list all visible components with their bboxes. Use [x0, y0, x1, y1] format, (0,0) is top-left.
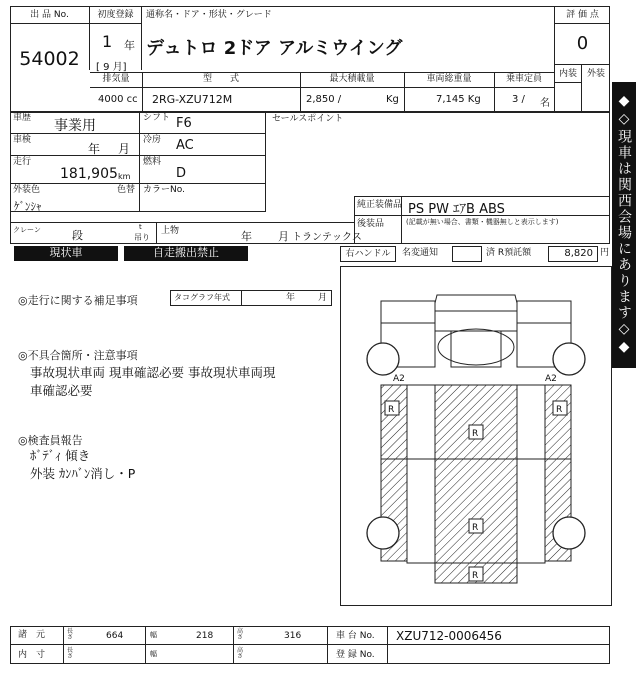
- displacement-label: 排気量: [102, 74, 130, 84]
- location-banner: [612, 82, 636, 368]
- width-value: 218: [196, 631, 214, 641]
- shift-value: F6: [176, 116, 192, 131]
- displacement-value: 4000 cc: [98, 94, 138, 105]
- defect-label: ◎不具合箇所・注意事項: [18, 349, 138, 362]
- ext-color-label: 外装色: [13, 185, 41, 195]
- chassis-label: 車 台 No.: [336, 631, 375, 641]
- no-self-drive-button: 自走搬出禁止: [124, 246, 248, 261]
- ext-color-value: ｹﾞﾝｼｬ: [14, 200, 42, 213]
- inspection-month: 月: [118, 142, 131, 156]
- footer-col-4: [234, 626, 328, 664]
- location-banner-text: ◆◇現車は関西会場にあります◇◆: [616, 93, 632, 357]
- name-change-notice: 名変通知: [402, 248, 439, 258]
- maxload-value: 2,850 /: [306, 94, 342, 105]
- svg-text:R: R: [556, 405, 563, 415]
- grade-label: 評 価 点: [554, 6, 610, 24]
- mark-r-top-center: [469, 425, 483, 439]
- retrofit-label: 後装品: [357, 219, 385, 229]
- ac-value: AC: [176, 138, 194, 153]
- info-row-4: [10, 184, 266, 212]
- spec-div-1: [142, 72, 143, 112]
- inspection-label: 車検: [13, 135, 32, 145]
- info-row-3: [10, 156, 266, 184]
- name-change-box: [452, 246, 482, 262]
- model-value: 2RG-XZU712M: [152, 93, 233, 106]
- tacho-month: 月: [318, 293, 328, 303]
- lift-maker: トランテックス: [292, 232, 362, 243]
- interior-length-label: 長さ: [67, 647, 74, 660]
- interior-height-label: 高さ: [237, 647, 244, 660]
- capacity-label: 乗車定員: [505, 74, 542, 84]
- lift-year: 年: [241, 230, 252, 243]
- truck-diagram-svg: [341, 267, 611, 605]
- first-reg-year: 1: [102, 32, 113, 51]
- interior-grade-box: [554, 82, 582, 112]
- inspection-year: 年: [88, 142, 101, 156]
- spec-div-4: [494, 72, 495, 112]
- dims-label: 諸 元: [18, 630, 46, 640]
- history-label: 車歴: [13, 113, 32, 123]
- interior-grade-label: 内装: [554, 64, 582, 82]
- capacity-value: 3 /: [512, 94, 525, 105]
- damage-diagram: [340, 266, 612, 606]
- fuel-label: 燃料: [143, 157, 162, 167]
- model-label: 型 式: [202, 74, 239, 84]
- first-reg-month: [ 9 月]: [96, 62, 127, 73]
- footer-col-3: [146, 626, 234, 664]
- tacho-label: タコグラフ年式: [174, 293, 230, 302]
- crane-hook: 吊り: [134, 233, 150, 242]
- crane-stage: 段: [72, 229, 83, 242]
- mark-r-right: [553, 401, 567, 415]
- crane-label: クレーン: [13, 226, 41, 234]
- equip-value: PS PW ｴｱB ABS: [408, 202, 505, 217]
- footer-col-2: [64, 626, 146, 664]
- mileage-value: 181,905: [60, 166, 118, 182]
- shift-label: シフト: [143, 113, 171, 123]
- current-car-button: 現状車: [14, 246, 118, 261]
- capacity-unit: 名: [540, 98, 550, 109]
- car-name-label: 通称名・ドア・形状・グレード: [146, 10, 272, 20]
- width-label: 幅: [150, 631, 157, 639]
- lot-number: 54002: [10, 24, 90, 70]
- maxload-label: 最大積載量: [329, 74, 375, 84]
- inspector-label: ◎検査員報告: [18, 434, 83, 447]
- crane-div: [156, 222, 157, 244]
- interior-width-label: 幅: [150, 650, 157, 658]
- height-value: 316: [284, 631, 302, 641]
- mark-a2-right: A2: [545, 374, 557, 384]
- gvw-value: 7,145 Kg: [436, 94, 481, 105]
- inspector-line-2: 外装 ｶﾝﾊﾞﾝ消し・P: [30, 466, 136, 481]
- inspector-line-1: ﾎﾞﾃﾞｨ 傾き: [30, 448, 91, 463]
- color-no-label: カラーNo.: [143, 185, 185, 195]
- defect-line-2: 車確認必要: [30, 383, 93, 398]
- svg-text:R: R: [472, 429, 479, 439]
- height-label: 高さ: [237, 628, 244, 641]
- spec-div-2: [300, 72, 301, 112]
- recycle-label: 済 R預託額: [486, 248, 532, 258]
- exterior-grade-label: 外装: [582, 64, 610, 82]
- grade-value: 0: [554, 24, 610, 64]
- ac-label: 冷房: [143, 135, 162, 145]
- svg-text:R: R: [472, 571, 479, 581]
- svg-text:R: R: [472, 523, 479, 533]
- maxload-unit: Kg: [386, 94, 399, 105]
- drive-notes-label: ◎走行に関する補足事項: [18, 294, 138, 307]
- svg-text:R: R: [388, 405, 395, 415]
- first-reg-label: 初度登録: [90, 6, 142, 24]
- fuel-value: D: [176, 166, 187, 181]
- right-hand-drive: 右ハンドル: [340, 246, 396, 262]
- mileage-label: 走行: [13, 157, 32, 167]
- lot-label: 出 品 No.: [10, 6, 90, 24]
- first-reg-divider: [90, 24, 142, 70]
- chassis-value: XZU712-0006456: [396, 629, 502, 643]
- info-row-2: [10, 134, 266, 156]
- mark-a2-left: A2: [393, 374, 405, 384]
- tacho-year: 年: [286, 293, 296, 303]
- car-name: デュトロ 2ドア アルミウイング: [146, 38, 403, 59]
- interior-dims-label: 内 寸: [18, 650, 46, 660]
- year-unit: 年: [124, 39, 135, 52]
- info-row-1: [10, 112, 266, 134]
- history-value: 事業用: [54, 118, 96, 134]
- recycle-amount: 8,820: [548, 246, 598, 262]
- sales-point-label: セールスポイント: [272, 114, 344, 124]
- retrofit-note: (記載が無い場合、書類・機器無しと表示します): [406, 218, 559, 226]
- length-value: 664: [106, 631, 124, 641]
- lift-label: 上物: [161, 226, 180, 236]
- lift-month: 月: [278, 230, 289, 243]
- spec-div-3: [404, 72, 405, 112]
- color-change-label: 色替: [117, 185, 136, 195]
- mark-r-lower-center: [469, 519, 483, 533]
- mark-r-left: [385, 401, 399, 415]
- gvw-label: 車両総重量: [426, 74, 472, 84]
- mark-r-rear: [469, 567, 483, 581]
- reg-label: 登 録 No.: [336, 650, 375, 660]
- recycle-unit: 円: [600, 248, 610, 258]
- defect-line-1: 事故現状車両 現車確認必要 事故現状車両現: [30, 365, 276, 380]
- mileage-unit: km: [118, 172, 131, 181]
- crane-ton: t: [139, 223, 142, 231]
- length-label: 長さ: [67, 628, 74, 641]
- equip-label: 純正装備品: [357, 200, 403, 210]
